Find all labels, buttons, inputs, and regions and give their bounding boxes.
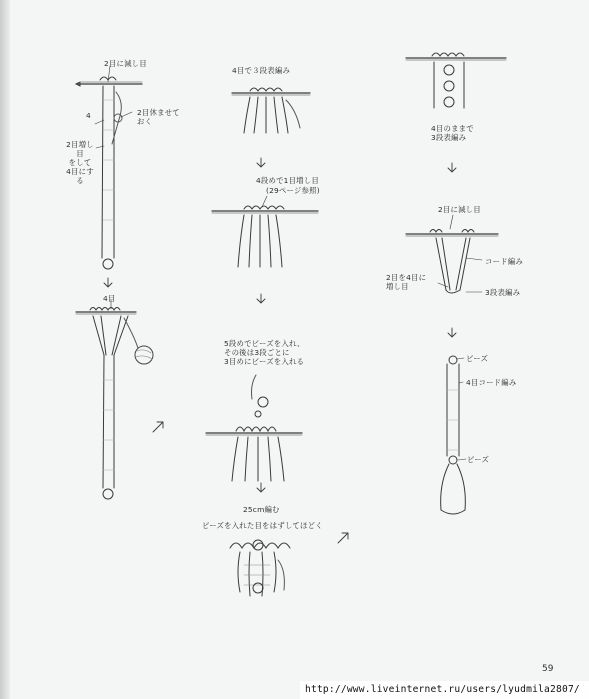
label-decrease-2-right: 2目に減し目: [438, 205, 481, 214]
label-25cm: 25cm編む: [243, 505, 280, 514]
diagram-unravel: [230, 540, 290, 596]
label-4st-3rows: 4目で３段表編み: [232, 66, 291, 75]
diagram-3-rows: [232, 88, 310, 133]
label-rest-2: 2目休ませて おく: [137, 108, 180, 126]
diagram-beaded-knit: [406, 53, 506, 108]
label-bead-instructions: 5段めでビーズを入れ、 その後は3段ごとに 3目めにビーズを入れる: [224, 339, 305, 366]
label-4st-keep-3rows: 4目のままで 3段表編み: [431, 124, 474, 142]
label-beads-top: ビーズ: [466, 354, 489, 363]
label-increase-2-to-4: 2目を4目に 増し目: [386, 273, 427, 291]
label-beads-bottom: ビーズ: [467, 455, 490, 464]
label-increase-to-4: 2目増し目 をして 4目にする: [66, 140, 94, 185]
label-4-cord-knit: 4目コード編み: [466, 378, 517, 387]
label-decrease-2: 2目に減し目: [104, 59, 147, 68]
label-3rows-knit: 3段表編み: [485, 288, 521, 297]
page-number: 59: [542, 664, 554, 674]
label-row4-increase: 4段めで1目増し目: [256, 176, 319, 185]
label-cord-knit: コード編み: [485, 257, 523, 266]
label-number-4: 4: [86, 111, 91, 120]
diagram-row4-increase: [212, 196, 318, 267]
label-unravel: ビーズを入れた目をはずしてほどく: [202, 521, 323, 530]
label-4-stitches: 4目: [103, 294, 116, 303]
diagram-finished-cord: [441, 356, 466, 514]
label-page-reference: (29ページ参照): [266, 186, 320, 195]
watermark-url: http://www.liveinternet.ru/users/lyudmila2807/: [300, 681, 589, 699]
diagram-cord-increase: [76, 300, 153, 499]
diagram-bead-insertion: [206, 375, 302, 481]
